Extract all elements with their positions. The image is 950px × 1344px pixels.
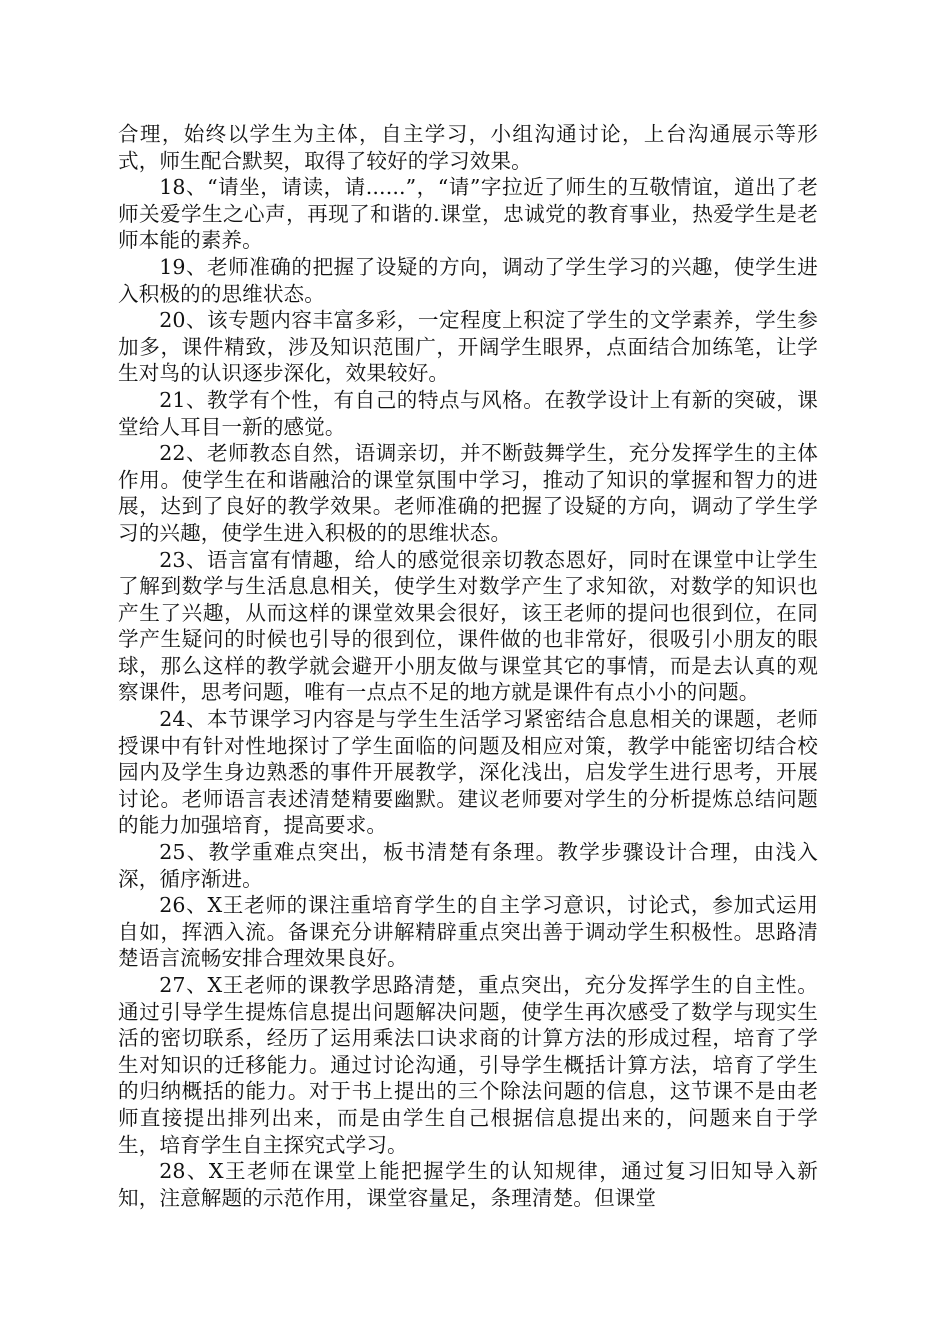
paragraph-20: 20、该专题内容丰富多彩，一定程度上积淀了学生的文学素养，学生参加多，课件精致，涉及知识范围广，开阔学生眼界，点面结合加练笔，让学生对鸟的认识逐步深化，效果较好。: [118, 308, 818, 386]
paragraph-18: 18、“请坐，请读，请......”，“请”字拉近了师生的互敬情谊，道出了老师关爱学生之心声，再现了和谐的.课堂，忠诚党的教育事业，热爱学生是老师本能的素养。: [118, 175, 818, 253]
paragraph-22: 22、老师教态自然，语调亲切，并不断鼓舞学生，充分发挥学生的主体作用。使学生在和谐融洽的课堂氛围中学习，推动了知识的掌握和智力的进展，达到了良好的教学效果。老师准确的把握了设疑的方向，调动了学生学习的兴趣，使学生进入积极的的思维状态。: [118, 441, 818, 545]
paragraph-26: 26、X王老师的课注重培育学生的自主学习意识，讨论式，参加式运用自如，挥洒入流。备课充分讲解精辟重点突出善于调动学生积极性。思路清楚语言流畅安排合理效果良好。: [118, 893, 818, 971]
paragraph-19: 19、老师准确的把握了设疑的方向，调动了学生学习的兴趣，使学生进入积极的的思维状态。: [118, 254, 818, 306]
paragraph-25: 25、教学重难点突出，板书清楚有条理。教学步骤设计合理，由浅入深，循序渐进。: [118, 840, 818, 891]
paragraph-28: 28、X王老师在课堂上能把握学生的认知规律，通过复习旧知导入新知，注意解题的示范作用，课堂容量足，条理清楚。但课堂: [118, 1159, 818, 1210]
paragraph-23: 23、语言富有情趣，给人的感觉很亲切教态恩好，同时在课堂中让学生了解到数学与生活息息相关，使学生对数学产生了求知欲，对数学的知识也产生了兴趣，从而这样的课堂效果会很好，该王老师的提问也很到位，在同学产生疑问的时候也引导的很到位，课件做的也非常好，很吸引小朋友的眼球，那么这样的教学就会避开小朋友做与课堂其它的事情，而是去认真的观察课件，思考问题，唯有一点点不足的地方就是课件有点小小的问题。: [118, 547, 818, 705]
paragraph-21: 21、教学有个性，有自己的特点与风格。在教学设计上有新的突破，课堂给人耳目一新的感觉。: [118, 387, 818, 439]
paragraph-continuation: 合理，始终以学生为主体，自主学习，小组沟通讨论，上台沟通展示等形式，师生配合默契，取得了较好的学习效果。: [118, 122, 818, 173]
document-body: [118, 121, 818, 1211]
paragraph-24: 24、本节课学习内容是与学生生活学习紧密结合息息相关的课题，老师授课中有针对性地探讨了学生面临的问题及相应对策，教学中能密切结合校园内及学生身边熟悉的事件开展教学，深化浅出，启发学生进行思考，开展讨论。老师语言表述清楚精要幽默。建议老师要对学生的分析提炼总结问题的能力加强培育，提高要求。: [118, 707, 818, 838]
paragraph-27: 27、X王老师的课教学思路清楚，重点突出，充分发挥学生的自主性。通过引导学生提炼信息提出问题解决问题，使学生再次感受了数学与现实生活的密切联系，经历了运用乘法口诀求商的计算方法的形成过程，培育了学生对知识的迁移能力。通过讨论沟通，引导学生概括计算方法，培育了学生的归纳概括的能力。对于书上提出的三个除法问题的信息，这节课不是由老师直接提出排列出来，而是由学生自己根据信息提出来的，问题来自于学生，培育学生自主探究式学习。: [118, 973, 818, 1157]
